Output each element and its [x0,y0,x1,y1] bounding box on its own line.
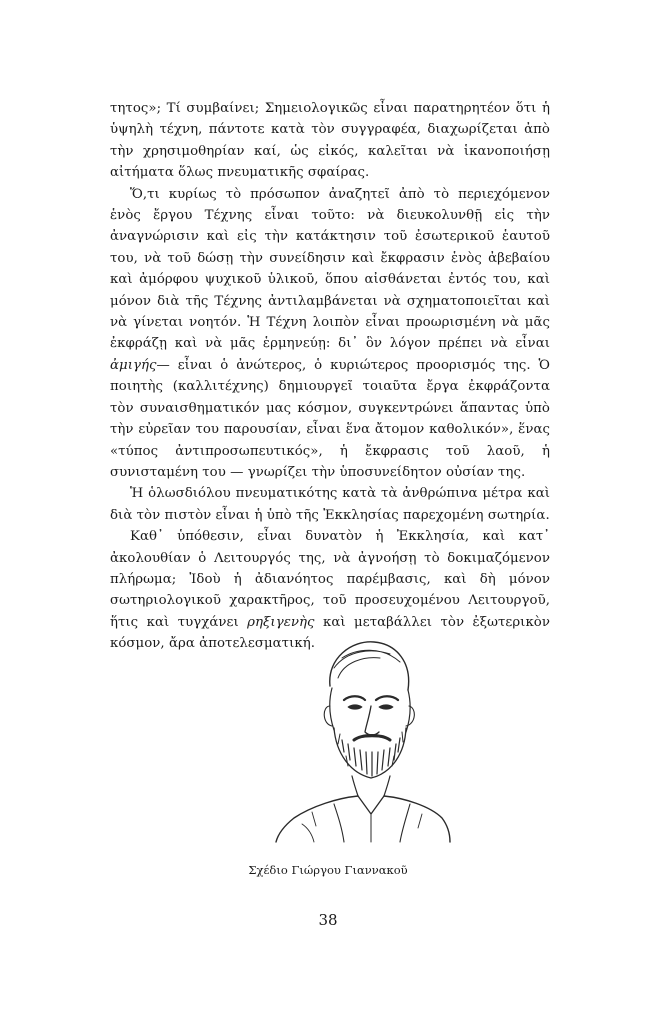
page-number: 38 [318,911,338,929]
body-text [110,98,550,655]
paragraph-2-text-b: — εἶναι ὁ ἀνώτερος, ὁ κυριώτερος προορισμός της. Ὁ ποιητὴς (καλλιτέχνης) δημιουργεῖ τοιαῦτα ἔργα ἐκφράζοντα τὸν συναισθηματικόν μας κόσμον, συγκεντρώνει ἅπαντας ὑπὸ τὴν εὐρεῖαν του παρουσίαν, εἶναι ἕνα ἄτομον καθολικόν», ἕνας «τύπος ἀντιπροσωπευτικός», ἡ ἔκφρασις τοῦ λαοῦ, ἡ συνισταμένη του — γνωρίζει τὴν ὑποσυνείδητον οὐσίαν της. [110,357,550,480]
paragraph-2-italic-word: ἀμιγής [110,357,157,373]
paragraph-4-text-b: καὶ μεταβάλλει τὸν ἐξωτερικὸν κόσμον, ἄρα ἀποτελεσματική. [110,614,550,652]
portrait-sketch [272,628,452,843]
paragraph-2 [110,184,550,484]
paragraph-2-text-a: Ὅ,τι κυρίως τὸ πρόσωπον ἀναζητεῖ ἀπὸ τὸ περιεχόμενον ἑνὸς ἔργου Τέχνης εἶναι τοῦτο: νὰ διευκολυνθῇ εἰς τὴν ἀναγνώρισιν καὶ εἰς τὴν κατάκτησιν τοῦ ἐσωτερικοῦ ἑαυτοῦ του, νὰ τοῦ δώσῃ τὴν συνείδησιν καὶ ἔκφρασιν ἑνὸς ἀβεβαίου καὶ ἀμόρφου ψυχικοῦ ὑλικοῦ, ὅπου αἰσθάνεται ἐντός του, καὶ μόνον διὰ τῆς Τέχνης ἀντιλαμβάνεται νὰ σχηματοποιεῖται καὶ νὰ γίνεται νοητόν. Ἡ Τέχνη λοιπὸν εἶναι προωρισμένη νὰ μᾶς ἐκφράζῃ καὶ νὰ μᾶς ἑρμηνεύῃ: δι᾽ ὃν λόγον πρέπει νὰ εἶναι [110,186,550,352]
paragraph-1-text: τητος»; Τί συμβαίνει; Σημειολογικῶς εἶναι παρατηρητέον ὅτι ἡ ὑψηλὴ τέχνη, πάντοτε κατὰ τὸν συγγραφέα, διαχωρίζεται ἀπὸ τὴν χρησιμοθηρίαν καί, ὡς εἰκός, καλεῖται νὰ ἱκανοποιήσῃ αἰτήματα ὅλως πνευματικῆς σφαίρας. [110,101,550,181]
paragraph-3 [110,483,550,526]
paragraph-4-italic-word: ρηξιγενὴς [247,614,315,630]
paragraph-4-text-a: Καθ᾽ ὑπόθεσιν, εἶναι δυνατὸν ἡ Ἐκκλησία, καὶ κατ᾽ ἀκολουθίαν ὁ Λειτουργός της, νὰ ἀγνοήσῃ τὸ δοκιμαζόμενον πλήρωμα; Ἰδοὺ ἡ ἀδιανόητος παρέμβασις, καὶ δὴ μόνον σωτηριολογικοῦ χαρακτῆρος, τοῦ προσευχομένου Λειτουργοῦ, ἥτις καὶ τυγχάνει [110,529,550,630]
paragraph-1 [110,98,550,184]
figure-caption: Σχέδιο Γιώργου Γιαννακοῦ [248,863,408,877]
paragraph-3-text: Ἡ ὁλωσδιόλου πνευματικότης κατὰ τὰ ἀνθρώπινα μέτρα καὶ διὰ τὸν πιστὸν εἶναι ἡ ὑπὸ τῆς Ἐκκλησίας παρεχομένη σωτηρία. [110,486,550,523]
